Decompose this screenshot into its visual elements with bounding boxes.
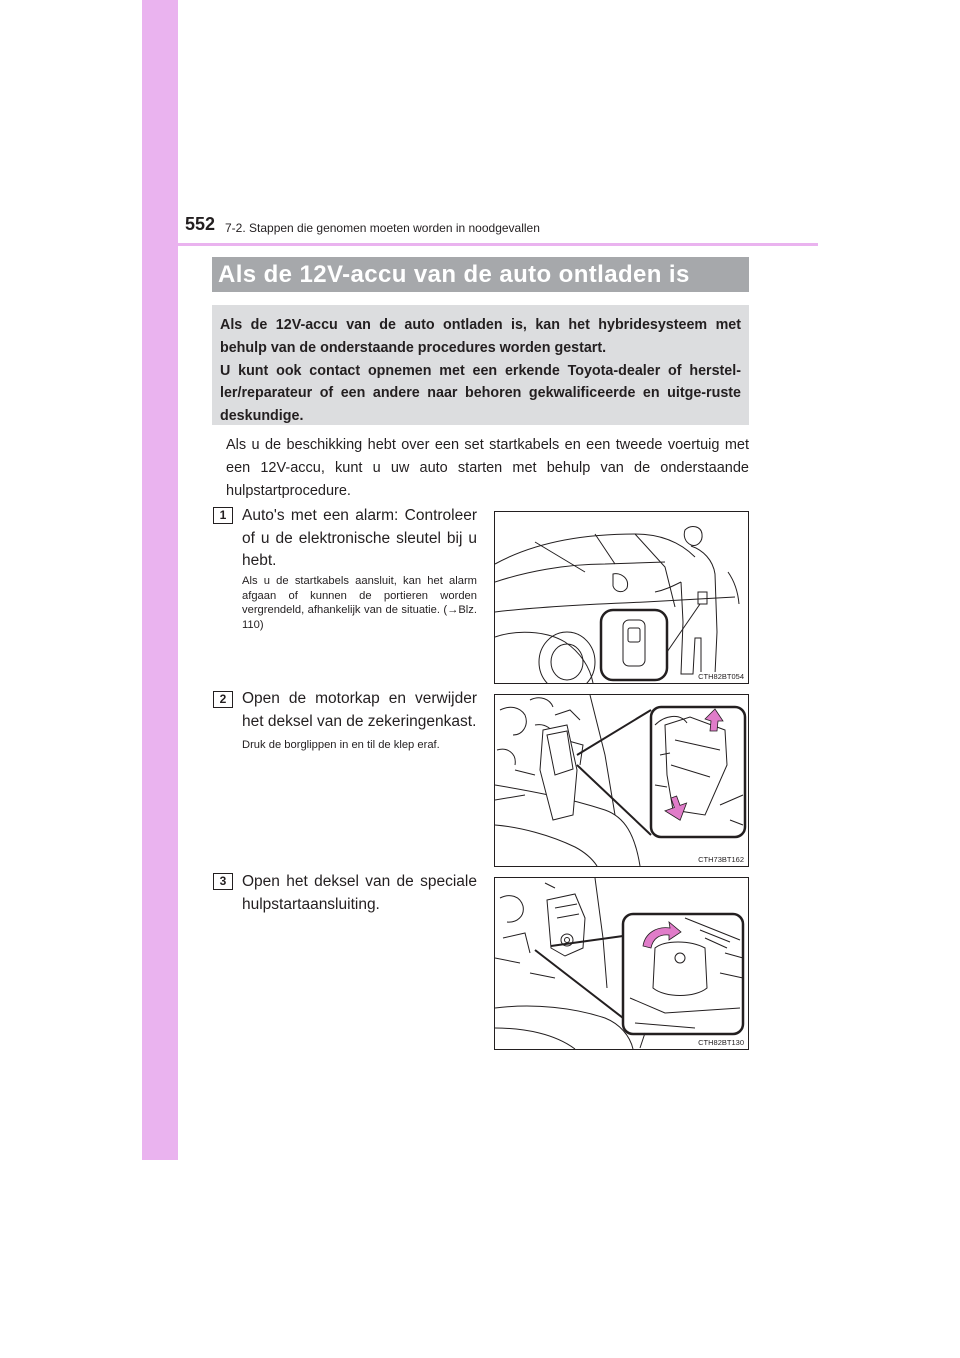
step-3-number: 3 bbox=[213, 873, 233, 890]
side-tab-strip bbox=[142, 0, 178, 1160]
step-2-text: Open de motorkap en verwijder het deksel van de zekeringenkast. bbox=[242, 690, 477, 730]
section-title: Als de 12V-accu van de auto ontladen is bbox=[212, 257, 749, 292]
header-rule bbox=[142, 243, 818, 246]
intro-line-1: Als de 12V-accu van de auto ontladen is, kan het hybridesysteem met behulp van de onderstaande procedures worden gestart. bbox=[220, 317, 741, 356]
body-paragraph: Als u de beschikking hebt over een set startkabels en een tweede voertuig met een 12V-accu, kunt u uw auto starten met behulp van de onderstaande hulpstartprocedure. bbox=[226, 437, 749, 499]
figure-3-code: CTH82BT130 bbox=[698, 1038, 744, 1047]
step-1-note: Als u de startkabels aansluit, kan het alarm afgaan of kunnen de portieren worden vergrendeld, afhankelijk van de situatie. (→Blz. 110) bbox=[242, 575, 477, 631]
car-door-key-illustration bbox=[495, 512, 748, 683]
figure-jump-start-terminal bbox=[494, 877, 749, 1050]
figure-2-code: CTH73BT162 bbox=[698, 855, 744, 864]
chapter-title: 7-2. Stappen die genomen moeten worden in noodgevallen bbox=[225, 221, 540, 235]
step-1-text: Auto's met een alarm: Controleer of u de elektronische sleutel bij u hebt. bbox=[242, 507, 477, 569]
figure-1-code: CTH82BT054 bbox=[698, 672, 744, 681]
step-3-text: Open het deksel van de speciale hulpstartaansluiting. bbox=[242, 873, 477, 913]
figure-fuse-box bbox=[494, 694, 749, 867]
figure-key-check bbox=[494, 511, 749, 684]
step-2-note: Druk de borglippen in en til de klep eraf. bbox=[242, 739, 440, 751]
intro-box bbox=[212, 305, 749, 425]
intro-line-2: U kunt ook contact opnemen met een erkende Toyota-dealer of herstel-ler/reparateur of een andere naar behoren gekwalificeerde en uitge-ruste deskundige. bbox=[220, 362, 741, 425]
step-1-number: 1 bbox=[213, 507, 233, 524]
step-2-number: 2 bbox=[213, 691, 233, 708]
engine-bay-fuse-box-illustration bbox=[495, 695, 748, 866]
page-number: 552 bbox=[185, 214, 216, 234]
jump-start-terminal-illustration bbox=[495, 878, 748, 1049]
